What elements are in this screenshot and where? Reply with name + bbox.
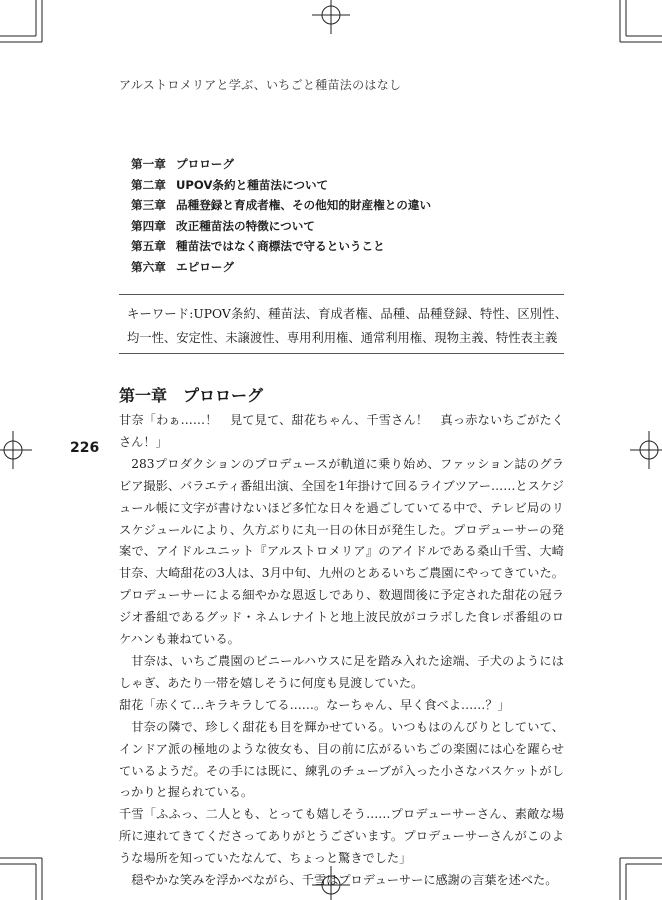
toc-item bbox=[131, 175, 431, 196]
crop-mark-top-right bbox=[620, 0, 662, 42]
toc-item bbox=[131, 236, 431, 257]
page-number: 226 bbox=[70, 440, 100, 456]
body-paragraph: 甜花「赤くて…キラキラしてる……。なーちゃん、早く食べよ……？」 bbox=[119, 697, 510, 712]
table-of-contents bbox=[131, 154, 431, 278]
toc-chapter-title: 改正種苗法の特徴について bbox=[176, 218, 315, 233]
register-mark-right bbox=[630, 431, 662, 469]
keywords-bottom-rule bbox=[119, 353, 564, 354]
body-paragraph: 283プロダクションのプロデュースが軌道に乗り始め、ファッション誌のグラビア撮影、バラエティ番組出演、全国を1年掛けて回るライブツアー……とスケジュール帳に文字が書けないほど多忙な日々を過ごしていてる中で、テレビ局のリスケジュールにより、久方ぶりに丸一日の休日が発生した。プロデューサーの発案で、アイドルユニット『アルストロメリア』のアイドルである桑山千雪、大崎甘奈、大崎甜花の3人は、3月中旬、九州のとあるいちご農園にやってきていた。プロデューサーによる細やかな恩返しであり、数週間後に予定された甜花の冠ラジオ番組であるグッド・ネムレナイトと地上波民放がコラボした食レポ番組のロケハンも兼ねている。 bbox=[119, 456, 564, 647]
body-paragraph: 千雪「ふふっ、二人とも、とっても嬉しそう……プロデューサーさん、素敵な場所に連れてきてくださってありがとうございます。プロデューサーさんがこのような場所を知っていたなんて、ちょっと驚きでした」 bbox=[119, 807, 564, 866]
body-paragraph: 甘奈「わぁ……！ 見て見て、甜花ちゃん、千雪さん！ 真っ赤ないちごがたくさん！」 bbox=[119, 413, 564, 449]
toc-item bbox=[131, 195, 431, 216]
toc-chapter-title: プロローグ bbox=[176, 157, 234, 171]
crop-mark-bottom-right bbox=[620, 858, 662, 900]
register-mark-top bbox=[312, 0, 350, 34]
toc-chapter-number: 第二章 bbox=[131, 177, 166, 192]
body-paragraph: 甘奈は、いちご農園のビニールハウスに足を踏み入れた途端、子犬のようにはしゃぎ、あたり一帯を嬉しそうに何度も見渡していた。 bbox=[119, 653, 564, 690]
toc-item bbox=[131, 257, 431, 278]
body-text bbox=[119, 410, 564, 892]
toc-chapter-number: 第五章 bbox=[131, 239, 166, 254]
crop-mark-top-left bbox=[0, 0, 42, 42]
body-paragraph: 穏やかな笑みを浮かべながら、千雪はプロデューサーに感謝の言葉を述べた。 bbox=[131, 873, 558, 888]
toc-chapter-title: エピローグ bbox=[176, 259, 234, 274]
toc-chapter-number: 第四章 bbox=[131, 218, 166, 233]
running-head: アルストロメリアと学ぶ、いちごと種苗法のはなし bbox=[119, 78, 402, 92]
body-paragraph: 甘奈の隣で、珍しく甜花も目を輝かせている。いつもはのんびりとしていて、インドア派の極地のような彼女も、目の前に広がるいちごの楽園には心を躍らせているようだ。その手には既に、練乳のチューブが入った小さなバスケットがしっかりと握られている。 bbox=[119, 719, 564, 800]
register-mark-left bbox=[0, 431, 32, 469]
toc-item bbox=[131, 216, 431, 237]
toc-item bbox=[131, 154, 431, 175]
toc-chapter-number: 第三章 bbox=[131, 198, 166, 213]
toc-chapter-title: 種苗法ではなく商標法で守るということ bbox=[176, 239, 385, 254]
toc-chapter-title: UPOV条約と種苗法について bbox=[176, 177, 329, 192]
keywords: キーワード:UPOV条約、種苗法、育成者権、品種、品種登録、特性、区別性、均一性、安定性、未譲渡性、専用利用権、通常利用権、現物主義、特性表主義 bbox=[127, 307, 567, 345]
crop-mark-bottom-left bbox=[0, 858, 42, 900]
chapter-heading-number: 第一章 bbox=[119, 386, 168, 405]
toc-chapter-number: 第一章 bbox=[131, 157, 166, 171]
chapter-heading bbox=[119, 383, 263, 406]
toc-chapter-title: 品種登録と育成者権、その他知的財産権との違い bbox=[176, 198, 432, 213]
chapter-heading-title: プロローグ bbox=[183, 386, 264, 405]
toc-chapter-number: 第六章 bbox=[131, 259, 166, 274]
keywords-top-rule bbox=[119, 294, 564, 295]
